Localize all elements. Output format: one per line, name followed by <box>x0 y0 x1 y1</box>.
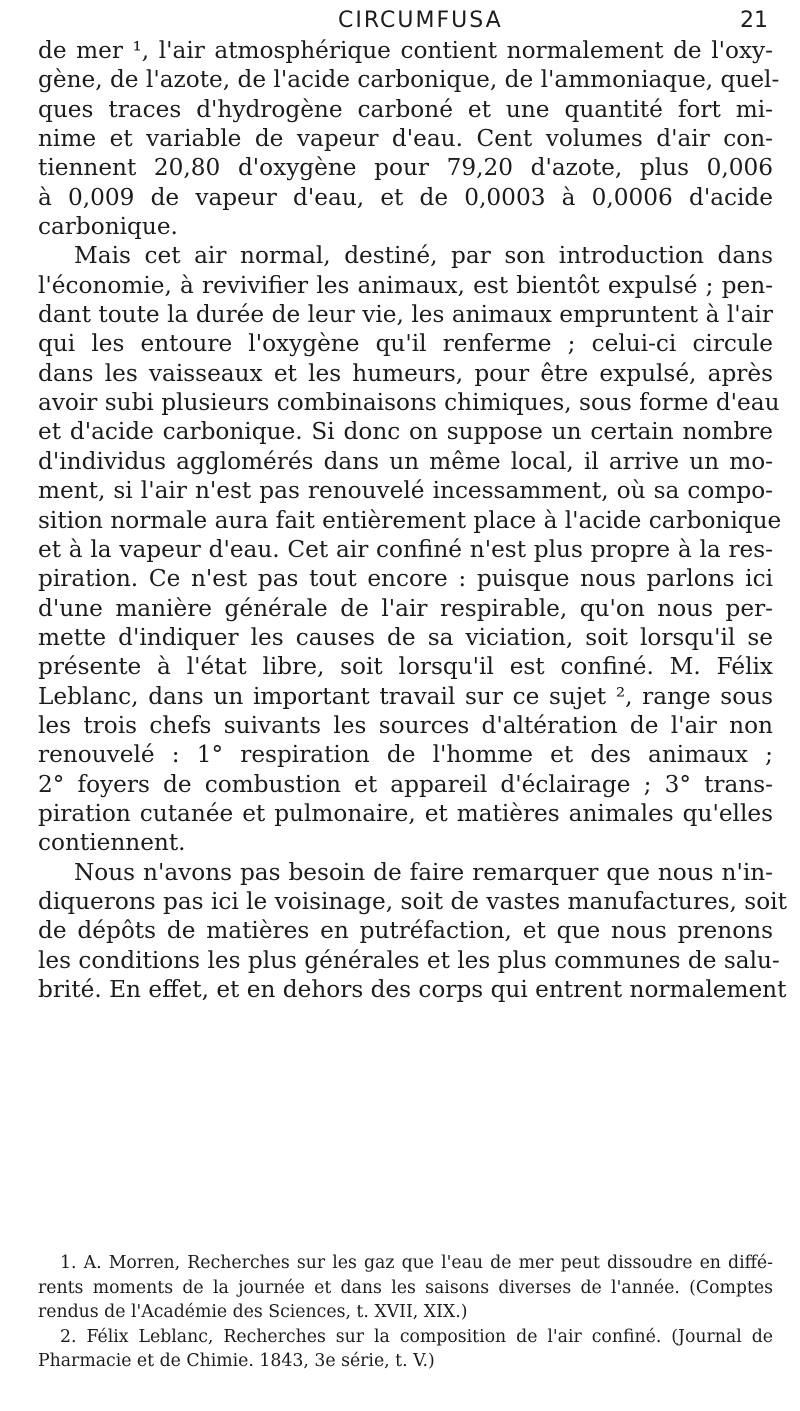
text-line: et à la vapeur d'eau. Cet air confiné n'est plus propre à la res- <box>38 535 773 563</box>
text-line: les conditions les plus générales et les plus communes de salu- <box>38 946 780 974</box>
footnote-line: Pharmacie et de Chimie. 1843, 3e série, t. V.) <box>38 1351 435 1372</box>
footnote-line: 1. A. Morren, Recherches sur les gaz que l'eau de mer peut dissoudre en diffé- <box>60 1253 773 1273</box>
text-line: d'individus agglomérés dans un même local, il arrive un mo- <box>38 447 773 475</box>
text-line: piration cutanée et pulmonaire, et matières animales qu'elles <box>38 799 773 827</box>
text-line: ques traces d'hydrogène carboné et une quantité fort mi- <box>38 95 773 123</box>
text-line: et d'acide carbonique. Si donc on suppose un certain nombre <box>38 418 773 446</box>
text-line: diquerons pas ici le voisinage, soit de vastes manufactures, soit <box>38 887 787 915</box>
text-line: renouvelé : 1° respiration de l'homme et des animaux ; <box>38 741 773 769</box>
text-line: carbonique. <box>38 213 178 241</box>
text-line: présente à l'état libre, soit lorsqu'il est confiné. M. Félix <box>38 653 773 681</box>
text-line: l'économie, à revivifier les animaux, est bientôt expulsé ; pen- <box>38 271 773 299</box>
footnote-line: 2. Félix Leblanc, Recherches sur la composition de l'air confiné. (Journal de <box>60 1326 773 1347</box>
text-line: avoir subi plusieurs combinaisons chimiques, sous forme d'eau <box>38 389 780 417</box>
text-line: de mer ¹, l'air atmosphérique contient normalement de l'oxy- <box>38 37 773 64</box>
text-line: à 0,009 de vapeur d'eau, et de 0,0003 à 0,0006 d'acide <box>38 183 773 211</box>
text-line: d'une manière générale de l'air respirable, qu'on nous per- <box>38 594 773 622</box>
text-line: mette d'indiquer les causes de sa viciation, soit lorsqu'il se <box>38 623 773 651</box>
footnote-line: rendus de l'Académie des Sciences, t. XVII, XIX.) <box>38 1302 468 1323</box>
page-number: 21 <box>740 8 768 33</box>
text-line: dans les vaisseaux et les humeurs, pour être expulsé, après <box>38 359 773 387</box>
text-line: Mais cet air normal, destiné, par son introduction dans <box>74 242 773 270</box>
text-line: qui les entoure l'oxygène qu'il renferme ; celui-ci circule <box>38 330 773 358</box>
text-line: brité. En effet, et en dehors des corps qui entrent normalement <box>38 976 787 1003</box>
text-line: gène, de l'azote, de l'acide carbonique, de l'ammoniaque, quel- <box>38 66 780 94</box>
text-line: de dépôts de matières en putréfaction, et que nous prenons <box>38 917 773 945</box>
text-line: contiennent. <box>38 829 186 857</box>
text-line: tiennent 20,80 d'oxygène pour 79,20 d'azote, plus 0,006 <box>38 154 773 182</box>
text-line: Leblanc, dans un important travail sur ce sujet ², range sous <box>38 682 773 710</box>
text-line: ment, si l'air n'est pas renouvelé incessamment, où sa compo- <box>38 477 773 505</box>
footnote-line: rents moments de la journée et dans les saisons diverses de l'année. (Comptes <box>38 1277 773 1298</box>
footnotes <box>38 1251 773 1374</box>
text-line: sition normale aura fait entièrement place à l'acide carbonique <box>38 506 782 534</box>
text-line: dant toute la durée de leur vie, les animaux empruntent à l'air <box>38 301 773 329</box>
text-line: les trois chefs suivants les sources d'altération de l'air non <box>38 711 773 739</box>
running-header <box>0 6 800 36</box>
text-line: Nous n'avons pas besoin de faire remarquer que nous n'in- <box>74 858 773 886</box>
text-line: 2° foyers de combustion et appareil d'éclairage ; 3° trans- <box>38 770 773 798</box>
body-text <box>38 36 787 1004</box>
text-line: piration. Ce n'est pas tout encore : puisque nous parlons ici <box>38 565 773 593</box>
text-line: nime et variable de vapeur d'eau. Cent volumes d'air con- <box>38 125 773 153</box>
running-title: CIRCUMFUSA <box>338 8 503 33</box>
